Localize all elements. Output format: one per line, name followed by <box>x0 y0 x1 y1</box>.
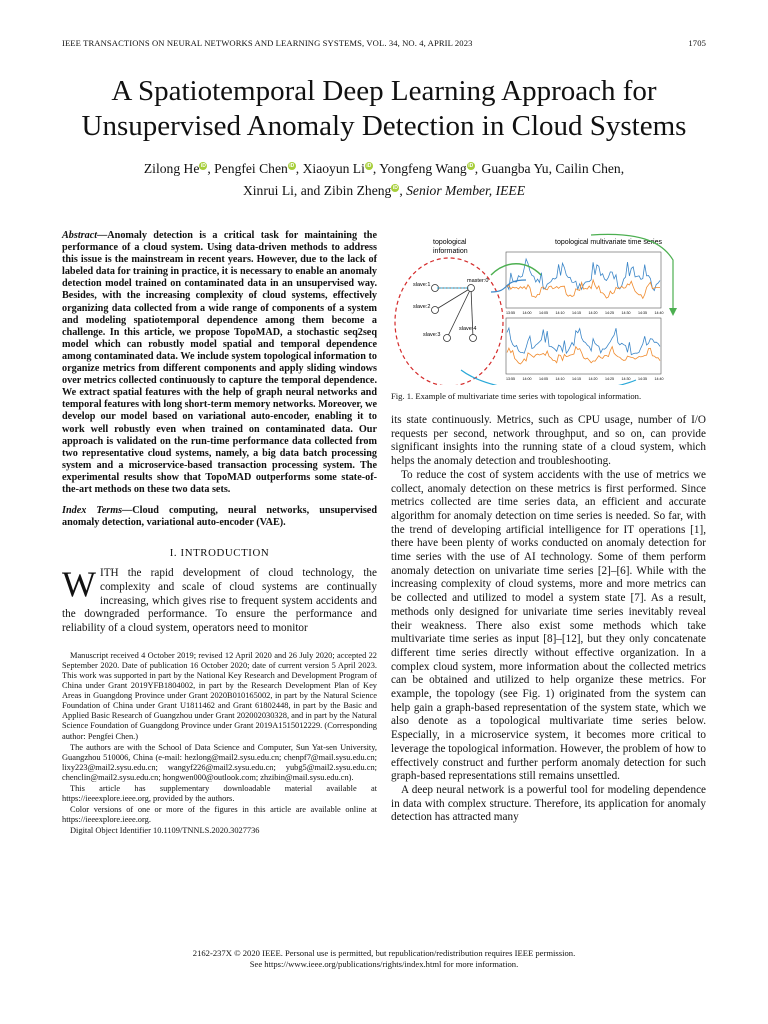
figure-label-topological: topological <box>433 239 467 246</box>
author-name: Xiaoyun Li <box>302 161 365 176</box>
footnote-supplementary: This article has supplementary downloadable material available at https://ieeexplore.ieee.org, provided by the authors. <box>62 783 377 804</box>
section-title: INTRODUCTION <box>180 547 270 560</box>
intro-text: ITH the rapid development of cloud technology, the complexity and scale of cloud systems are continually increasing, which gives rise to frequent system accidents and the downgraded performance. To ensure the performance and reliability of a cloud system, operators need to monitor <box>62 567 377 635</box>
figure-1 <box>391 230 706 385</box>
tick-label: 14:35 <box>638 311 647 315</box>
author-name: Xinrui Li, and Zibin Zheng <box>242 183 392 198</box>
tick-label: 14:15 <box>572 377 581 381</box>
copyright-line-2: See https://www.ieee.org/publications/rights/index.html for more information. <box>249 959 519 969</box>
footnote-affiliation: The authors are with the School of Data Science and Computer, Sun Yat-sen University, Guangzhou 510006, China (e-mail: hezlong@mail2.sysu.edu.cn; chenpf7@mail.sysu.edu.cn; lixy223@mail2.sysu.edu.cn; wangyf226@mail2.sysu.edu.cn; yubg5@mail2.sysu.edu.cn; chenclin@mail2.sysu.edu.cn; hongwen000@outlook.com; zhzibin@mail.sysu.edu.cn). <box>62 742 377 782</box>
node-label: slave:2 <box>413 304 431 310</box>
figure-1-caption: Fig. 1. Example of multivariate time series with topological information. <box>391 391 642 401</box>
tick-label: 14:25 <box>605 311 614 315</box>
tick-label: 14:20 <box>588 377 598 381</box>
series-top-blue <box>507 259 660 291</box>
tick-label: 14:20 <box>588 311 598 315</box>
copyright-line-1: 2162-237X © 2020 IEEE. Personal use is permitted, but republication/redistribution requires IEEE permission. <box>192 948 576 958</box>
figure-1-graphic <box>391 230 706 385</box>
intro-paragraph <box>62 564 377 636</box>
orcid-icon[interactable]: iD <box>366 163 372 170</box>
section-heading <box>62 547 377 559</box>
tick-label: 13:55 <box>506 377 515 381</box>
tick-label: 14:40 <box>654 377 664 381</box>
section-numeral: I. <box>169 547 178 560</box>
node-label: slave:1 <box>413 282 431 288</box>
node-slave-3 <box>444 335 451 342</box>
intro-right-paragraph-1: its state continuously. Metrics, such as CPU usage, number of I/O requests per second, network throughput, and so on, can provide significant insights into the running state of a cloud system, which helps the anomaly detection and troubleshooting. <box>391 414 706 468</box>
node-label: slave:4 <box>459 326 477 332</box>
intro-right-paragraph-3: A deep neural network is a powerful tool for modeling dependence in data with complex structure. Therefore, its application for anomaly detection has attracted many <box>391 783 706 824</box>
author-line-2: Xinrui Li, and Zibin Zheng iD , Senior Member, IEEE <box>242 183 526 198</box>
tick-label: 14:05 <box>539 377 548 381</box>
left-column <box>62 230 377 837</box>
dropcap-letter: W <box>62 564 96 605</box>
tick-label: 14:30 <box>621 377 631 381</box>
abstract-text: Anomaly detection is a critical task for maintaining the performance of a cloud system. Using data-driven methods to address this issue is the mainstream in recent years. However, due to the lack of labeled data for training in practice, it is necessary to enable an anomaly detection model trained on contaminated data in an unsupervised way. Besides, with the increasing complexity of cloud systems, effectively organizing data collected from a wide range of components of a system and modeling spatiotemporal dependence among them become a challenge. In this article, we propose TopoMAD, a stochastic seq2seq model which can robustly model spatial and temporal dependence among contaminated data. We include system topological information to organize metrics from different components and apply sliding windows over metrics collected continuously to capture the temporal dependence. We extract spatial features with the help of graph neural networks and temporal features with long short-term memory networks. Moreover, we develop our model based on variational auto-encoder, enabling it to work well robustly even when trained on contaminated data. Our approach is validated on the run-time performance data collected from two representative cloud systems, namely, a big data batch processing system and a microservice-based transaction processing system. The experimental results show that TopoMAD outperforms some state-of-the-art methods on these two data sets. <box>62 230 377 495</box>
author-line-1: Zilong He iD , Pengfei Chen iD , Xiaoyun Li iD , Yongfeng Wang iD , Guangba Yu, Cailin Chen, <box>143 161 625 176</box>
author-list <box>60 158 708 202</box>
index-terms <box>62 505 377 529</box>
node-slave-2 <box>432 307 439 314</box>
footnote-doi: Digital Object Identifier 10.1109/TNNLS.2020.3027736 <box>70 826 260 836</box>
series-bottom-orange <box>507 347 660 364</box>
orcid-icon[interactable]: iD <box>289 163 295 170</box>
paper-title: A Spatiotemporal Deep Learning Approach for Unsupervised Anomaly Detection in Cloud Systems <box>81 75 687 142</box>
author-name: Pengfei Chen <box>214 161 288 176</box>
plot-bottom-frame <box>506 318 661 374</box>
footnote-color: Color versions of one or more of the figures in this article are available online at https://ieeexplore.ieee.org. <box>62 805 377 825</box>
orcid-icon[interactable]: iD <box>392 185 398 192</box>
plot-top-ticks <box>506 311 664 315</box>
topology-graph <box>413 278 488 342</box>
tick-label: 14:00 <box>522 377 532 381</box>
tick-label: 14:10 <box>555 377 565 381</box>
tick-label: 13:55 <box>506 311 515 315</box>
series-bottom-blue <box>507 328 660 355</box>
tick-label: 14:00 <box>522 311 532 315</box>
abstract-label: Abstract— <box>62 230 108 241</box>
author-membership: Senior Member, IEEE <box>406 183 526 198</box>
tick-label: 14:40 <box>654 311 664 315</box>
tick-label: 14:25 <box>605 377 614 381</box>
tick-label: 14:10 <box>555 311 565 315</box>
index-terms-text: Cloud computing, neural networks, unsupervised anomaly detection, variational auto-encoder (VAE). <box>62 505 377 529</box>
footnote-funding: Manuscript received 4 October 2019; revised 12 April 2020 and 26 July 2020; accepted 22 September 2020. Date of publication 16 October 2020; date of current version 5 April 2023. This work was supported in part by the National Key Research and Development Program of China under Grant 2019YFB1804002, in part by the Research Development Plan of Key Areas in Guangdong Province under Grant 2020B010165002, in part by the Natural Science Foundation of China under Grant U1811462 and Grant 61802448, in part by the Basic and Applied Basic Research of Guangzhou under Grant 202002030328, and in part by the Natural Science Foundation of Guangdong Province under Grant 2019A1515012229. (Corresponding author: Pengfei Chen.) <box>62 650 377 741</box>
author-name: Guangba Yu, Cailin Chen, <box>481 161 625 176</box>
figure-label-information: information <box>433 248 468 255</box>
copyright-notice <box>60 948 708 970</box>
index-terms-label: Index Terms— <box>62 505 133 517</box>
right-column <box>391 230 706 825</box>
node-slave-4 <box>470 335 477 342</box>
arrow-head-icon <box>669 308 677 316</box>
orcid-icon[interactable]: iD <box>468 163 474 170</box>
plot-top-frame <box>506 252 661 308</box>
running-header <box>62 38 706 48</box>
node-label: slave:3 <box>423 332 441 338</box>
tick-label: 14:05 <box>539 311 548 315</box>
tick-label: 14:15 <box>572 311 581 315</box>
author-name: Zilong He <box>143 161 200 176</box>
page-number: 1705 <box>688 38 706 48</box>
arrow-top-green <box>491 264 541 275</box>
tick-label: 14:30 <box>621 311 631 315</box>
abstract <box>62 230 377 496</box>
tick-label: 14:35 <box>638 377 647 381</box>
orcid-icon[interactable]: iD <box>200 163 206 170</box>
series-top-orange <box>507 280 660 299</box>
plot-bottom-ticks <box>506 377 664 381</box>
figure-label-series: topological multivariate time series <box>555 239 662 246</box>
journal-name: IEEE TRANSACTIONS ON NEURAL NETWORKS AND LEARNING SYSTEMS, VOL. 34, NO. 4, APRIL 2023 <box>62 38 473 48</box>
author-name: Yongfeng Wang <box>379 161 467 176</box>
node-label: master:0 <box>467 278 489 284</box>
intro-right-paragraph-2: To reduce the cost of system accidents with the use of metrics we collect, anomaly detection on these metrics is first performed. Since metrics collected are time series data, an efficient and accurate algorithm for anomaly detection on time series is needed. So far, with the trend of developing artificial intelligence for IT operations [1], there have been plenty of works conducted on anomaly detection for time series with the use of AI technology. Some of them perform anomaly detection on univariate time series [2]–[6]. While with the increasing complexity of cloud systems, more and more metrics can be collected and utilized to model a system state [7]. As a result, methods only designed for univariate time series inevitably reveal their weakness. There also exist some methods which take multivariate time series as input [8]–[12], but they only concatenate different time series directly without effective organization. In a complex cloud system, more information about the collected metrics can be obtained and utilized to help organize these metrics. For example, the topology (see Fig. 1) originated from the system can help gain a graph-based representation of the system state, which we also denote as a topological multivariate time series below. Especially, in a microservice system, it becomes more critical to leverage the topological information. However, the problem of how to effectively construct and further perform anomaly detection for such graph-based representations still remains unsettled. <box>391 468 706 783</box>
